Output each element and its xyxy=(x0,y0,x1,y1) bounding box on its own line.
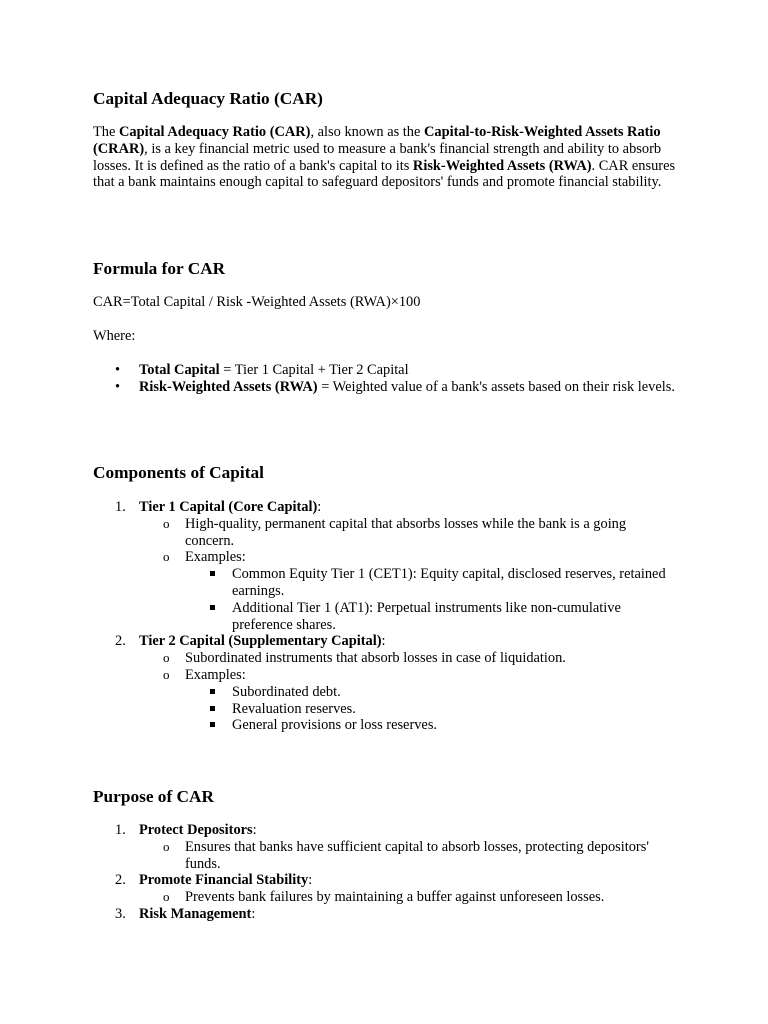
item-text: : xyxy=(317,499,322,515)
item-text: : xyxy=(308,872,313,889)
section-title-purpose: Purpose of CAR xyxy=(93,787,214,806)
item-text: : xyxy=(251,905,256,922)
formula-where xyxy=(93,328,678,345)
item-text: : xyxy=(252,822,257,838)
section-purpose xyxy=(93,787,678,807)
car-definition-text xyxy=(93,124,678,191)
section-title-components: Components of Capital xyxy=(93,463,264,482)
bold-term: Promote Financial Stability xyxy=(139,872,309,889)
where-label: Where: xyxy=(93,328,136,344)
example-item: Subordinated debt. xyxy=(93,684,678,701)
item-number: 1. xyxy=(115,822,126,838)
list-item xyxy=(93,379,678,396)
list-item xyxy=(93,822,678,839)
item-number: 2. xyxy=(115,872,126,889)
purpose-list xyxy=(93,822,678,923)
item-text: = Weighted value of a bank's assets based on their risk levels. xyxy=(317,378,675,395)
example-item: Additional Tier 1 (AT1): Perpetual instruments like non-cumulative preference shares. xyxy=(93,600,678,634)
sub-item: o Examples: xyxy=(93,667,678,684)
bold-term: Risk Management xyxy=(139,905,252,922)
item-text: : xyxy=(381,633,386,650)
sub-item: o Examples: xyxy=(93,549,678,566)
list-item xyxy=(93,906,678,923)
car-definition-paragraph xyxy=(93,124,678,191)
sub-item: o High-quality, permanent capital that absorbs losses while the bank is a going concern. xyxy=(93,516,678,550)
bold-term-rwa: Risk-Weighted Assets (RWA) xyxy=(412,157,592,174)
example-item: General provisions or loss reserves. xyxy=(93,717,678,734)
bold-term-car: Capital Adequacy Ratio (CAR) xyxy=(118,124,311,140)
formula-expression xyxy=(93,294,678,311)
bold-term: Risk-Weighted Assets (RWA) xyxy=(139,378,318,395)
formula-text: CAR=Total Capital / Risk -Weighted Assets (RWA)×100 xyxy=(93,294,421,310)
text-run: , also known as the xyxy=(310,124,424,140)
list-item xyxy=(93,499,678,516)
text-run: The xyxy=(93,124,119,140)
section-title-car: Capital Adequacy Ratio (CAR) xyxy=(93,89,323,108)
example-item: Revaluation reserves. xyxy=(93,701,678,718)
item-number: 2. xyxy=(115,633,126,650)
formula-bullet-list xyxy=(93,362,678,396)
section-car xyxy=(93,89,678,109)
section-formula xyxy=(93,259,678,279)
section-title-formula: Formula for CAR xyxy=(93,259,226,278)
sub-item: o Subordinated instruments that absorb losses in case of liquidation. xyxy=(93,650,678,667)
item-text: = Tier 1 Capital + Tier 2 Capital xyxy=(219,362,409,378)
item-number: 3. xyxy=(115,905,126,922)
text-run: . CAR ensures that a bank maintains enough capital to safeguard depositors' funds and promote financial stability. xyxy=(93,157,676,191)
list-item xyxy=(93,872,678,889)
sub-item: o Ensures that banks have sufficient capital to absorb losses, protecting depositors' funds. xyxy=(93,839,678,873)
text-run: , is a key financial metric used to measure a bank's financial strength and ability to absorb losses. It is defined as the ratio of a bank's capital to its xyxy=(93,140,662,174)
sub-item: o Prevents bank failures by maintaining a buffer against unforeseen losses. xyxy=(93,889,678,906)
bold-term: Tier 2 Capital (Supplementary Capital) xyxy=(139,633,382,650)
bold-term: Protect Depositors xyxy=(139,822,253,838)
bold-term: Total Capital xyxy=(139,362,220,378)
item-number: 1. xyxy=(115,499,126,515)
section-components xyxy=(93,463,678,483)
bold-term-crar: Capital-to-Risk-Weighted Assets Ratio (CRAR) xyxy=(93,124,661,157)
list-item xyxy=(93,362,678,379)
list-item xyxy=(93,633,678,650)
components-list xyxy=(93,499,678,734)
example-item: Common Equity Tier 1 (CET1): Equity capital, disclosed reserves, retained earnings. xyxy=(93,566,678,600)
bold-term: Tier 1 Capital (Core Capital) xyxy=(139,499,318,515)
